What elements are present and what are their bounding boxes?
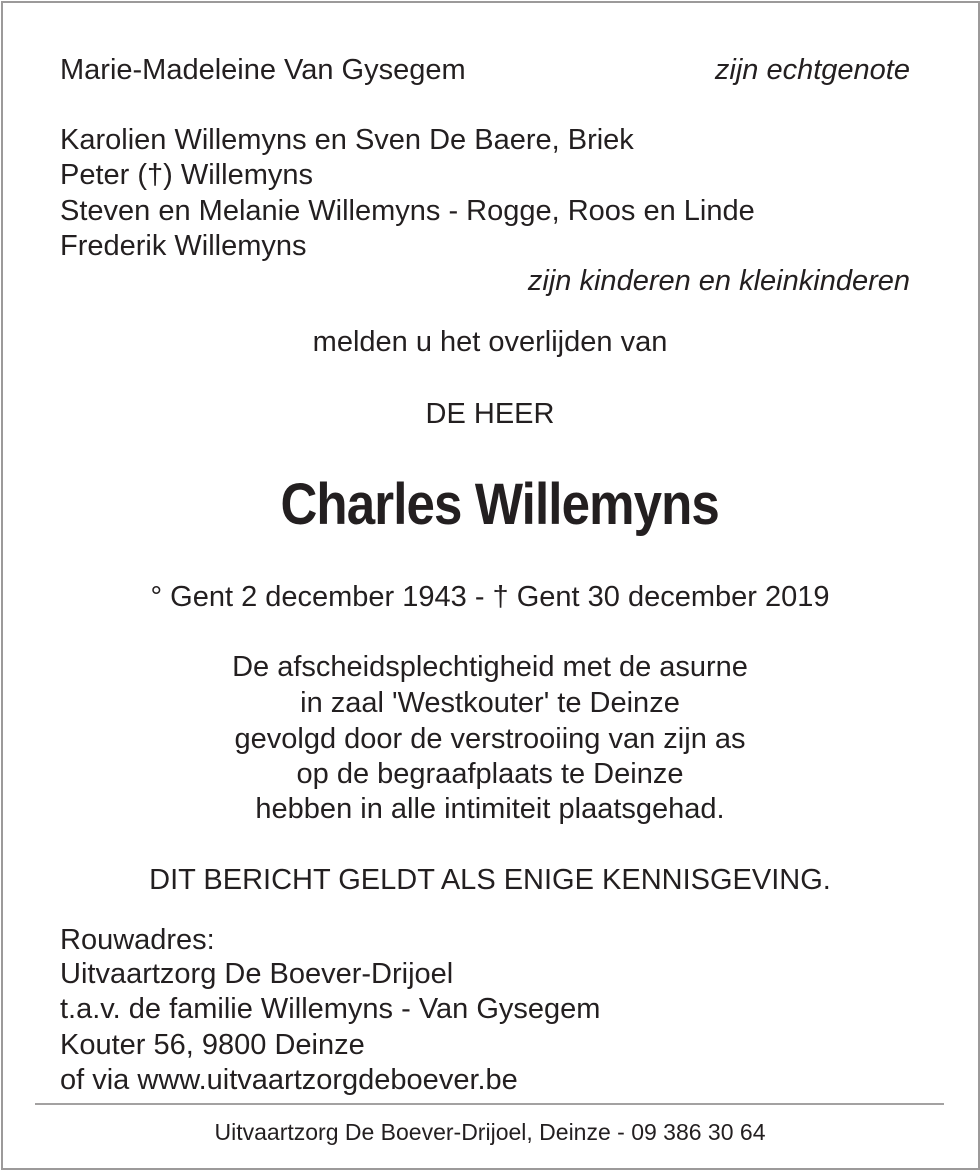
address-line-3: Kouter 56, 9800 Deinze xyxy=(60,1029,365,1061)
footer-text: Uitvaartzorg De Boever-Drijoel, Deinze - 09 386 30 64 xyxy=(214,1119,766,1145)
deceased-title: DE HEER xyxy=(425,398,555,430)
notice-text: DIT BERICHT GELDT ALS ENIGE KENNISGEVING. xyxy=(149,864,831,896)
child-line-3: Steven en Melanie Willemyns - Rogge, Roos en Linde xyxy=(60,195,755,227)
child-line-2: Peter (†) Willemyns xyxy=(60,159,313,191)
spouse-name: Marie-Madeleine Van Gysegem xyxy=(60,54,466,86)
birth-death-dates: ° Gent 2 december 1943 - † Gent 30 december 2019 xyxy=(150,581,830,613)
children-role: zijn kinderen en kleinkinderen xyxy=(527,265,910,297)
address-line-1: Uitvaartzorg De Boever-Drijoel xyxy=(60,958,454,990)
ceremony-line-1: De afscheidsplechtigheid met de asurne xyxy=(232,651,748,683)
ceremony-line-2: in zaal 'Westkouter' te Deinze xyxy=(300,687,680,719)
spouse-role: zijn echtgenote xyxy=(714,54,910,86)
footer-divider xyxy=(35,1103,944,1105)
child-line-1: Karolien Willemyns en Sven De Baere, Briek xyxy=(60,124,634,156)
address-line-2: t.a.v. de familie Willemyns - Van Gysegem xyxy=(60,993,601,1025)
child-line-4: Frederik Willemyns xyxy=(60,230,307,262)
announcement-text: melden u het overlijden van xyxy=(312,326,668,358)
address-line-4: of via www.uitvaartzorgdeboever.be xyxy=(60,1064,518,1096)
ceremony-line-3: gevolgd door de verstrooiing van zijn as xyxy=(234,723,746,755)
ceremony-line-4: op de begraafplaats te Deinze xyxy=(296,758,684,790)
address-heading: Rouwadres: xyxy=(60,924,215,956)
deceased-name: Charles Willemyns xyxy=(280,472,719,537)
ceremony-line-5: hebben in alle intimiteit plaatsgehad. xyxy=(255,793,725,825)
